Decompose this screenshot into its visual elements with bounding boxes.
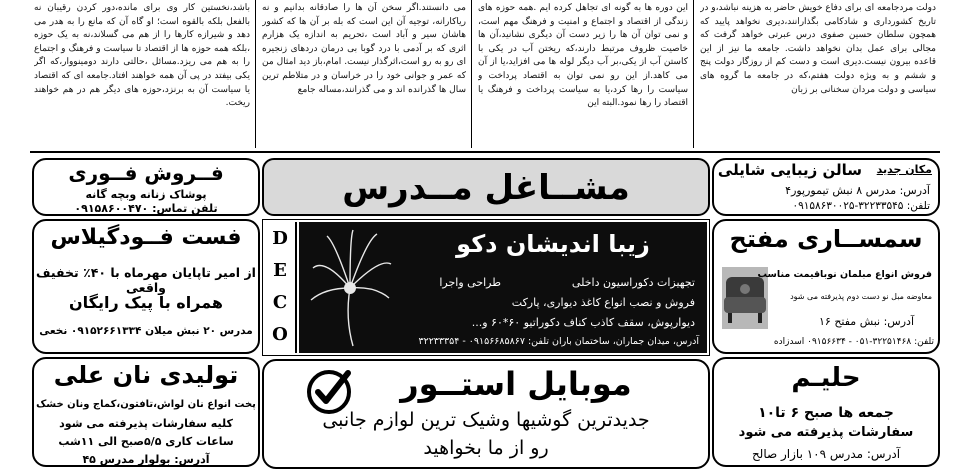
deco-letter: E: [273, 260, 287, 281]
ad-masaghel-modares: [262, 158, 710, 216]
ad-footer: آدرس، میدان جماران، ساختمان باران تلفن: ۰۹۱۵۶۶۸۵۸۶۷ - ۳۲۲۳۳۳۵۴: [418, 336, 699, 347]
deco-letter: O: [272, 324, 288, 345]
ad-line: تجهیزات دکوراسیون داخلی: [571, 276, 695, 289]
ad-line: همراه با پیک رایگان: [68, 293, 224, 312]
ad-title: موبایل استــور: [400, 365, 632, 403]
ad-line: رو از ما بخواهید: [423, 437, 549, 459]
ad-line: فروش و نصب انواع کاغذ دیواری، پارکت: [511, 296, 695, 309]
ad-line: جمعه ها صبح ۶ تا۱۰: [758, 405, 894, 421]
ad-title: تولیدی نان علی: [53, 361, 239, 389]
ad-title: زیبا اندیشان دکو: [456, 230, 650, 258]
ad-fastfood-gilas: [32, 219, 260, 354]
ad-title: مشــاغل مــدرس: [342, 168, 630, 208]
article-column-1: دولت مردجامعه ای برای دفاع خویش حاضر به هزینه نباشد،و در تاریخ کشورداری و شادکامی بگذارانند،دیری نخواهد پایید که همچون سلطان حسین صفوی درس عبرتی خواهد گرفت که مجالی برای عمل بدان نخواهد داشت. جامعه ما نیز از این قاعده بیرون نیست.دیری است و دست کم از روزگار دولت پنج و ششم و به ویژه دولت هفتم،که در جامعه ما گروه های سیاسی و دولت مردان سخنانی بر زبان: [700, 3, 936, 95]
article-column-4: باشد،نخستین کار وی برای مانده،دور کردن رقیبان نه بالفعل بلکه بالقوه است؛ او گاه آن که مانع را به هدر می دهد و شیرازه کارها را از هم می گسلاند،نه به یک حوزه ،بلکه همه حوزه ها از اقتصاد تا سیاست و فرهنگ و اجتماع را به هم می ریزد.مسائل ،حالتی دارند دومینووار،که اگر یکی بیفتد در پی آن همه خواهند افتاد.جامعه ای که اقتصاد یا سیاست آن به برنزد،حوزه های دیگر هم در هم خواهند ریخت.: [34, 3, 250, 109]
article-section: [30, 0, 940, 150]
ad-phone: تلفن: ۳۲۲۵۱۴۶۸-۰۵۱ - ۰۹۱۵۶۶۳۴ اسدزاده: [773, 337, 934, 347]
ad-deco: [262, 219, 710, 356]
ad-halim: [712, 357, 940, 467]
ad-subtitle: پوشاک زنانه وبچه گانه: [85, 188, 207, 201]
deco-dark-panel: [299, 222, 707, 353]
flower-icon: [305, 228, 395, 348]
ad-phone: تلفن تماس: ۰۹۱۵۸۶۰۰۴۷۰: [74, 202, 218, 215]
ad-address: آدرس: مدرس ۱۰۹ بازار صالح: [751, 447, 901, 461]
deco-letter: D: [272, 228, 288, 249]
ad-mobile-store: [262, 359, 710, 469]
ad-line: ساعات کاری ۵/۵صبح الی ۱۱شب: [58, 435, 234, 448]
ad-line: دیوارپوش، سقف کاذب کناف دکوراتیو ۶۰*۶۰ و...: [471, 316, 695, 329]
article-column-2: این دوره ها به گونه ای تجاهل کرده ایم .همه حوزه های زندگی از اقتصاد و اجتماع و امنیت و فرهنگ مهم است، و نمی توان آن ها را زیر دست آن دیگری نشانید،آن ها خاصیت ظروف مرتبط دارند،که ریختن آب در یکی با کاستن آب از یکی،بر آب دیگر لوله ها می افزاید،یا از آن می کاهد.از این رو نمی توان به اقتصاد پرداخت و سیاست را رها کرد،یا به سیاست پرداخت و فرهنگ یا اقتصاد را رها نمود.البته این: [478, 3, 688, 109]
ad-address: آدرس: بولوار مدرس ۴۵: [82, 453, 210, 466]
ad-line: فروش انواع مبلمان نوباقیمت مناسب: [757, 269, 932, 280]
ad-tag: مکان جدید: [876, 163, 932, 176]
ad-title: حلیـم: [791, 363, 861, 393]
ad-nan-ali: [32, 357, 260, 467]
ad-address: آدرس: نبش مفتح ۱۶: [819, 315, 914, 328]
deco-letter: C: [272, 292, 288, 313]
ad-line: از امیر تاپایان مهرماه با ۴۰٪ تخفیف واقعی: [36, 265, 256, 295]
ad-line: پخت انواع نان لواش،تافتون،کماج ونان خشک: [36, 399, 256, 410]
ad-line: معاوضه مبل نو دست دوم پذیرفته می شود: [790, 292, 932, 301]
ad-amlak-mofateh: [712, 219, 940, 354]
ad-salon-shayli: [712, 158, 940, 216]
ad-line: سفارشات پذیرفته می شود: [738, 425, 914, 440]
ad-title: سمســاری مفتح: [729, 225, 923, 253]
column-divider: [471, 0, 472, 148]
ad-line: جدیدترین گوشیها وشیک ترین لوازم جانبی: [322, 409, 650, 431]
ad-address: آدرس: مدرس ۸ نبش تیمورپور۴: [785, 184, 930, 197]
ad-address: مدرس ۲۰ نبش میلان ۰۹۱۵۲۶۶۱۳۳۴ نخعی: [39, 325, 253, 337]
ad-line: طراحی واجرا: [439, 276, 501, 289]
column-divider: [255, 0, 256, 148]
ad-title: فــروش فــوری: [68, 161, 224, 185]
ad-title: فست فــودگیلاس: [50, 225, 242, 250]
ad-title: سالن زیبایی شایلی: [717, 161, 862, 179]
deco-side-panel: [265, 222, 297, 353]
article-column-3: می دانستند.اگر سخن آن ها را صادقانه بدانیم و نه ریاکارانه، توجیه آن این است که بله بر آن ها که کشور هاشان سیر و آباد است ،تحریم به اندازه یک هزارم اثری که بر آدمی با درد گوبا بی درمان دردهای زنجیره ای رو به رو است،اثرگذار نیست. امام،باز دید امثال من که عمر و جوانی خود را در خراسان و در متلاطم ترین سال ها گذرانده اند و می گذرانند،مساله جامع: [262, 3, 466, 95]
column-divider: [693, 0, 694, 148]
ad-forough-fori: [32, 158, 260, 216]
ad-line: کلیه سفارشات پذیرفته می شود: [59, 417, 233, 430]
section-divider: [30, 151, 940, 153]
ad-phone: تلفن: ۳۲۲۳۳۵۴۵-۰۹۱۵۸۶۳۰۰۲۵: [792, 200, 930, 212]
